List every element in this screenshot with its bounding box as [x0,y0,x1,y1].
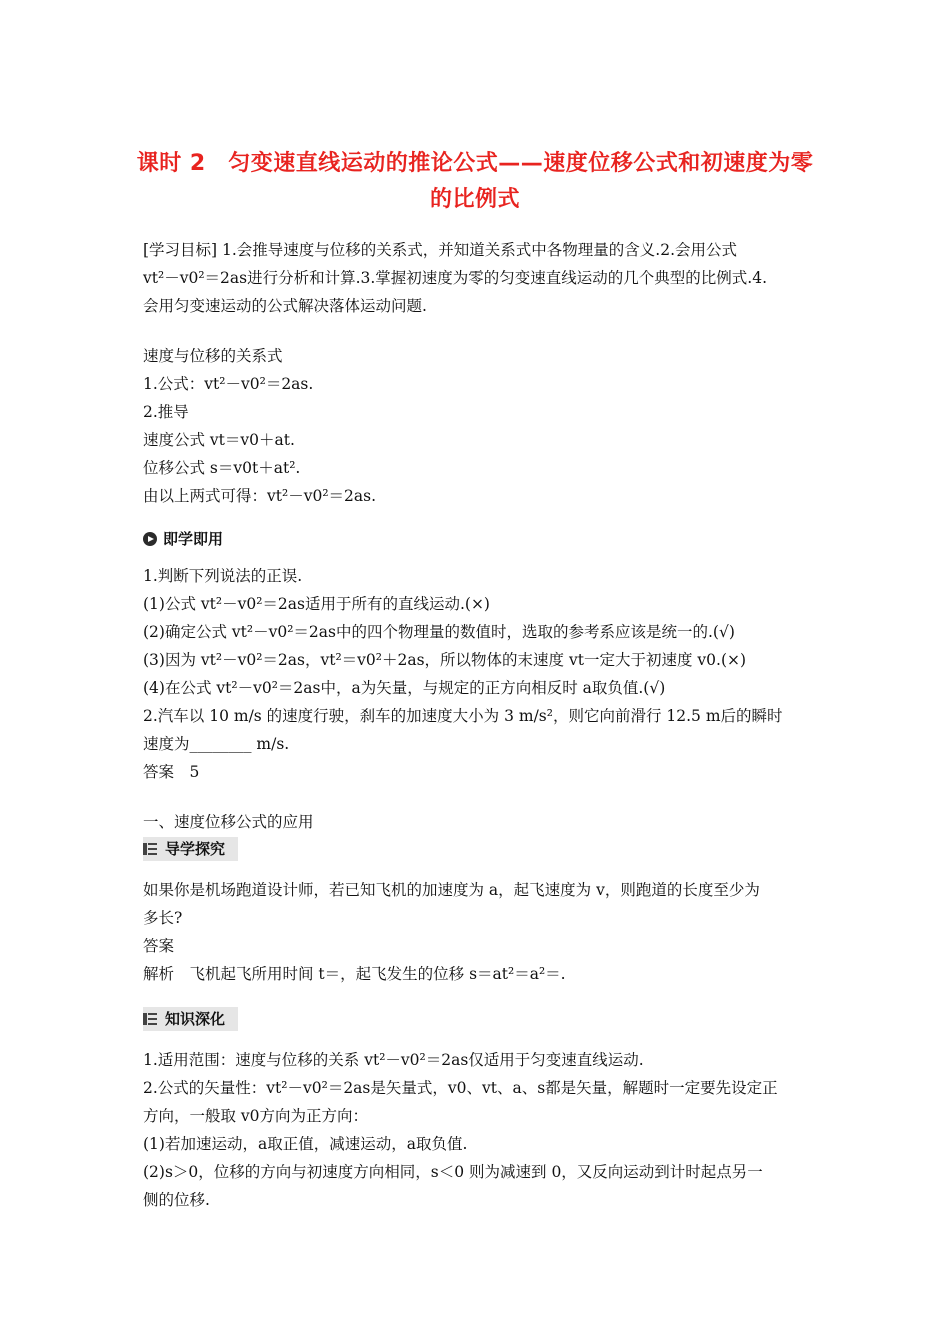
lesson-title-line-2: 的比例式 [429,187,520,212]
derivation-label: 2.推导 [143,403,189,421]
practice-heading-label: 即学即用 [163,530,224,548]
practice-line-6: 2.汽车以 10 m/s 的速度行驶，刹车的加速度大小为 3 m/s²，则它向前滑行 12.5 m后的瞬时 [143,707,783,725]
objectives-line-2: vt²－v0²＝2as进行分析和计算.3.掌握初速度为零的匀变速直线运动的几个典型的比例式.4. [143,269,768,287]
deepen-line-6: 侧的位移. [143,1191,210,1209]
section-bars-icon [143,843,157,855]
velocity-formula: 速度公式 vt＝v0＋at. [143,431,295,449]
practice-line-5: (4)在公式 vt²－v0²＝2as中，a为矢量，与规定的正方向相反时 a取负值.(√) [143,679,666,697]
explore-heading [143,838,225,860]
deepen-line-2: 2.公式的矢量性：vt²－v0²＝2as是矢量式，v0、vt、a、s都是矢量，解题时一定要先设定正 [143,1079,778,1097]
deepen-line-1: 1.适用范围：速度与位移的关系 vt²－v0²＝2as仅适用于匀变速直线运动. [143,1051,644,1069]
explore-line-1: 如果你是机场跑道设计师，若已知飞机的加速度为 a，起飞速度为 v，则跑道的长度至少为 [143,881,760,899]
practice-line-3: (2)确定公式 vt²－v0²＝2as中的四个物理量的数值时，选取的参考系应该是统一的.(√) [143,623,735,641]
deepen-heading-label: 知识深化 [165,1010,226,1028]
section-heading-velocity-displacement: 速度与位移的关系式 [143,347,283,365]
displacement-formula: 位移公式 s＝v0t＋at². [143,459,301,477]
practice-line-2: (1)公式 vt²－v0²＝2as适用于所有的直线运动.(×) [143,595,490,613]
section-bars-icon [143,1013,157,1025]
objectives-line-1: [学习目标] 1.会推导速度与位移的关系式，并知道关系式中各物理量的含义.2.会用公式 [143,241,738,259]
deepen-line-3: 方向，一般取 v0方向为正方向： [143,1107,369,1125]
deepen-line-5: (2)s＞0，位移的方向与初速度方向相同，s＜0 则为减速到 0，又反向运动到计时起点另一 [143,1163,763,1181]
play-circle-icon [143,532,157,546]
derived-formula: 由以上两式可得：vt²－v0²＝2as. [143,487,377,505]
objectives-line-3: 会用匀变速运动的公式解决落体运动问题. [143,297,427,315]
practice-heading [143,528,223,550]
deepen-heading [143,1008,225,1030]
lesson-title-line-1: 课时 2 匀变速直线运动的推论公式——速度位移公式和初速度为零 [136,151,814,176]
practice-line-7: 速度为________ m/s. [143,735,290,753]
explore-answer: 答案 [143,937,175,955]
practice-line-1: 1.判断下列说法的正误. [143,567,303,585]
practice-line-4: (3)因为 vt²－v0²＝2as，vt²＝v0²＋2as，所以物体的末速度 vt一定大于初速度 v0.(×) [143,651,747,669]
deepen-line-4: (1)若加速运动，a取正值，减速运动，a取负值. [143,1135,468,1153]
explore-line-2: 多长? [143,909,183,927]
explore-heading-label: 导学探究 [165,840,226,858]
practice-answer: 答案 5 [143,763,200,781]
part-one-heading: 一、速度位移公式的应用 [143,813,314,831]
explore-analysis: 解析 飞机起飞所用时间 t＝，起飞发生的位移 s＝at²＝a²＝. [143,965,566,983]
formula-line: 1.公式：vt²－v0²＝2as. [143,375,314,393]
